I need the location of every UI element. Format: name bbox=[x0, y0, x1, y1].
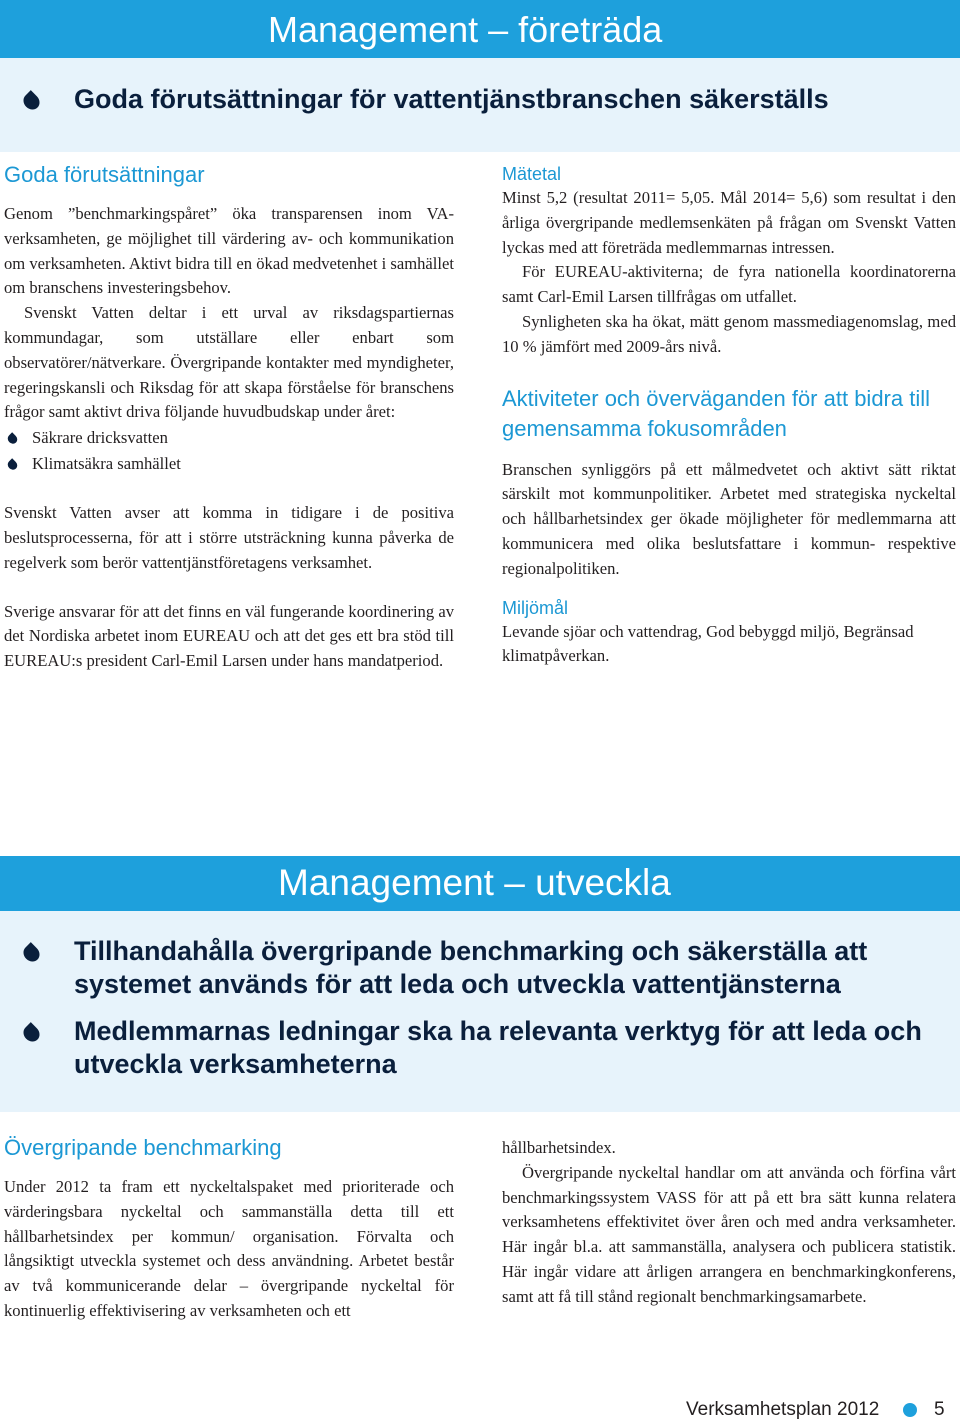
footer-title: Verksamhetsplan 2012 bbox=[686, 1399, 880, 1420]
paragraph: Svenskt Vatten avser att komma in tidigare i de positiva beslutsprocesserna, för att i större utsträckning kunna påverka de regelverk som berör vattentjänstföretagens verksamhet. bbox=[4, 503, 454, 572]
goal-item bbox=[74, 1015, 930, 1081]
paragraph: Levande sjöar och vattendrag, God bebyggd miljö, Begränsad klimatpåverkan. bbox=[502, 621, 914, 666]
paragraph: Genom ”benchmarkingspåret” öka transparensen inom VA-verksamheten, ge möjlighet till värdering av- och kommunikation om verksamheten. Aktivt bidra till en ökad medvetenhet i samhället om branschens investeringsbehov. bbox=[4, 204, 454, 298]
bullet-item: Säkrare dricksvatten bbox=[4, 425, 454, 451]
water-drop-icon bbox=[20, 1022, 43, 1045]
paragraph: Minst 5,2 (resultat 2011= 5,05. Mål 2014= 5,6) som resultat i den årliga övergripande medlemsenkäten på frågan om Svenskt Vatten lyckas med att företräda medlemmarnas intressen. bbox=[502, 188, 956, 257]
heading-goda-forutsattningar: Goda förutsättningar bbox=[4, 162, 205, 187]
goal-text: Medlemmarnas ledningar ska ha relevanta verktyg för att leda och utveckla verksamheterna bbox=[74, 1016, 922, 1079]
paragraph: hållbarhetsindex. bbox=[502, 1138, 616, 1157]
heading-matetal: Mätetal bbox=[502, 164, 562, 184]
heading-miljomal: Miljömål bbox=[502, 597, 569, 618]
heading-overgripande-benchmarking: Övergripande benchmarking bbox=[4, 1135, 282, 1160]
water-drop-icon bbox=[20, 942, 43, 965]
left-column bbox=[4, 160, 454, 674]
bullet-item: Klimatsäkra samhället bbox=[4, 451, 454, 477]
section-band-foretrada bbox=[0, 0, 960, 58]
paragraph: Svenskt Vatten deltar i ett urval av riksdagspartiernas kommundagar, som utställare eller enbart som observatörer/nätverkare. Övergripande kontakter med myndigheter, regeringskansli och Riksdag för att skapa förståelse för branschens frågor samt aktivt driva följande huvudbudskap under året: bbox=[4, 303, 454, 422]
dot-icon bbox=[903, 1403, 917, 1417]
water-drop-icon bbox=[6, 432, 19, 445]
water-drop-icon bbox=[6, 458, 19, 471]
paragraph: Sverige ansvarar för att det finns en väl fungerande koordinering av det Nordiska arbetet inom EUREAU och att det ges ett bra stöd till EUREAU:s president Carl-Emil Larsen under hans mandatperiod. bbox=[4, 601, 454, 671]
paragraph: Under 2012 ta fram ett nyckeltalspaket med prioriterade och värderingsbara nyckeltal och sammanställa detta till ett hållbarhetsindex per kommun/ organisation. Förvalta och långsiktigt utveckla systemet och dess användning. Arbetet består av två kommunicerande delar – övergripande nyckeltal för kontinuerlig effektivisering av verksamheten och ett bbox=[4, 1177, 454, 1320]
goal-area bbox=[0, 911, 960, 1112]
right-column bbox=[502, 162, 956, 669]
goal-item bbox=[74, 935, 930, 1001]
right-column bbox=[502, 1136, 956, 1310]
section-title: Management – utveckla bbox=[278, 862, 671, 903]
paragraph: Branschen synliggörs på ett målmedvetet och aktivt sätt riktat särskilt mot kommunpolitiker. Arbetet med strategiska nyckeltal och hållbarhetsindex ger ökade möjligheter för medlemmarna att kommunicera med olika beslutsfattare i kommun- respektive regionalpolitiken. bbox=[502, 459, 956, 578]
page-number: 5 bbox=[934, 1399, 945, 1420]
left-column bbox=[4, 1133, 454, 1324]
section-title: Management – företräda bbox=[268, 9, 663, 50]
paragraph: För EUREAU-aktiviterna; de fyra nationella koordinatorerna samt Carl-Emil Larsen tillfrågas om utfallet. bbox=[502, 262, 956, 307]
heading-aktiviteter: Aktiviteter och överväganden för att bidra till gemensamma fokusområden bbox=[502, 385, 931, 441]
goal-text: Goda förutsättningar för vattentjänstbranschen säkerställs bbox=[74, 84, 829, 114]
paragraph: Övergripande nyckeltal handlar om att använda och förfina vårt benchmarkingssystem VASS för att på ett bra sätt kunna relatera verksamhetens effektivitet över åren och med andra verksamheter. Här ingår bl.a. att sammanställa, analysera och publicera statistik. Här ingår vidare att årligen arrangera en benchmarkingkonferens, samt att få till stånd regionalt benchmarkingsamarbete. bbox=[502, 1162, 956, 1306]
goal-area bbox=[0, 58, 960, 152]
water-drop-icon bbox=[20, 90, 43, 113]
paragraph: Synligheten ska ha ökat, mätt genom massmediagenomslag, med 10 % jämfört med 2009-års nivå. bbox=[502, 311, 956, 356]
goal-item bbox=[74, 83, 930, 116]
page-footer bbox=[686, 1396, 956, 1424]
section-band-utveckla bbox=[0, 856, 960, 911]
goal-text: Tillhandahålla övergripande benchmarking och säkerställa att systemet används för att leda och utveckla vattentjänsterna bbox=[74, 936, 868, 999]
